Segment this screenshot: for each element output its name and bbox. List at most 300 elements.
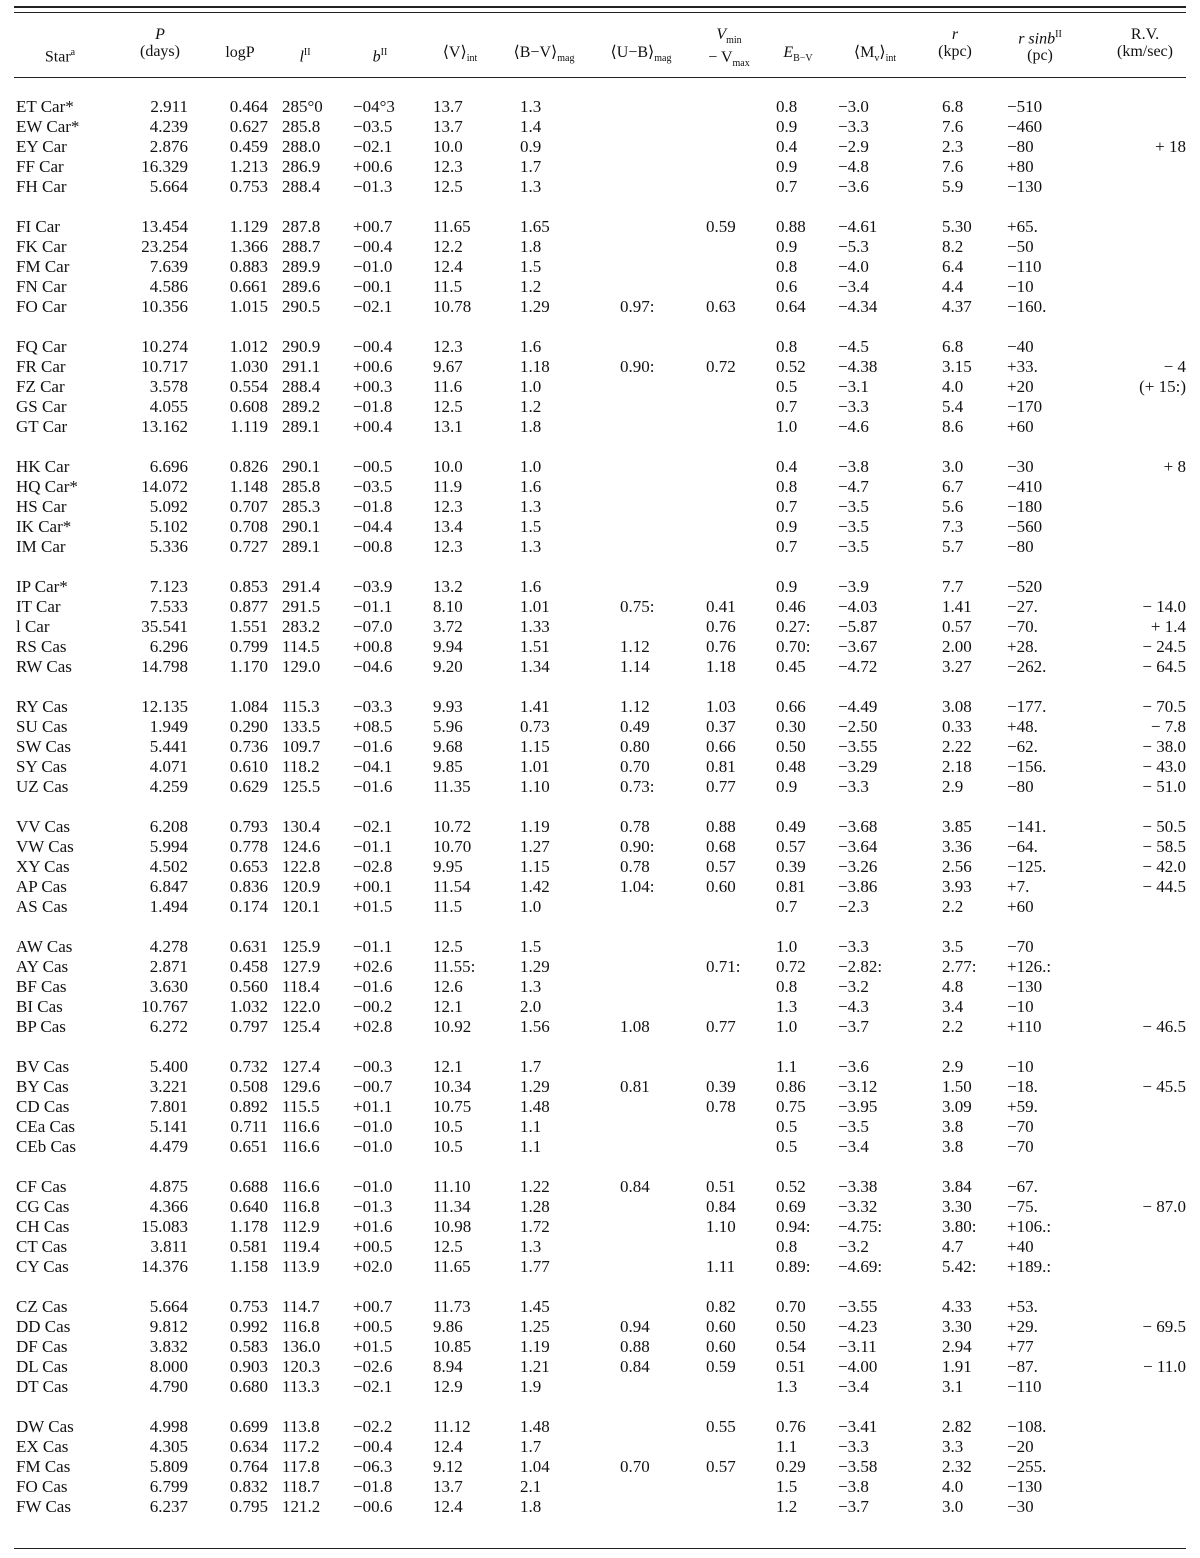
abs-magnitude: −3.5 [838,1117,869,1136]
color-excess: 0.88 [776,217,806,236]
abs-magnitude: −3.29 [838,757,878,776]
galactic-latitude: −01.6 [353,737,393,756]
distance-kpc: 3.08 [942,697,972,716]
log-period: 0.631 [229,937,268,956]
abs-magnitude: −3.32 [838,1197,878,1216]
b-v-color: 1.19 [520,817,550,836]
galactic-longitude: 288.4 [282,177,321,196]
star-name: AS Cas [16,897,68,916]
log-period: 1.551 [229,617,268,636]
table-row [0,397,1200,417]
color-excess: 0.39 [776,857,806,876]
log-period: 0.795 [229,1497,268,1516]
u-b-color: 0.70 [620,757,650,776]
table-row [0,657,1200,677]
amplitude: 0.76 [706,637,736,656]
z-height-pc: −18. [1007,1077,1038,1096]
period: 10.767 [141,997,188,1016]
table-row [0,997,1200,1017]
mean-v-mag: 11.9 [433,477,463,496]
galactic-longitude: 122.0 [282,997,321,1016]
galactic-longitude: 129.0 [282,657,321,676]
z-height-pc: −510 [1007,97,1043,116]
mean-v-mag: 9.93 [433,697,463,716]
b-v-color: 1.3 [520,497,542,516]
distance-kpc: 1.50 [942,1077,972,1096]
galactic-latitude: −01.6 [353,777,393,796]
mean-v-mag: 10.92 [433,1017,472,1036]
galactic-latitude: +02.8 [353,1017,393,1036]
mean-v-mag: 11.65 [433,217,471,236]
galactic-latitude: −02.8 [353,857,393,876]
abs-magnitude: −3.12 [838,1077,878,1096]
z-height-pc: −255. [1007,1457,1047,1476]
distance-kpc: 5.7 [942,537,964,556]
galactic-latitude: −02.1 [353,1377,393,1396]
distance-kpc: 6.8 [942,97,964,116]
row-group [0,1177,1200,1277]
mean-v-mag: 12.3 [433,157,463,176]
radial-velocity: − 11.0 [1143,1357,1186,1376]
color-excess: 1.1 [776,1437,798,1456]
galactic-latitude: −00.7 [353,1077,393,1096]
distance-kpc: 2.82 [942,1417,972,1436]
mean-v-mag: 9.67 [433,357,463,376]
mean-v-mag: 11.12 [433,1417,471,1436]
b-v-color: 1.48 [520,1417,550,1436]
period: 1.949 [149,717,188,736]
radial-velocity: + 18 [1155,137,1186,156]
star-name: FR Car [16,357,66,376]
log-period: 0.903 [229,1357,268,1376]
amplitude: 0.81 [706,757,736,776]
b-v-color: 1.41 [520,697,550,716]
star-name: VW Cas [16,837,74,856]
abs-magnitude: −3.8 [838,1477,869,1496]
galactic-latitude: +00.4 [353,417,393,436]
amplitude: 0.55 [706,1417,736,1436]
log-period: 0.610 [229,757,268,776]
amplitude: 0.39 [706,1077,736,1096]
galactic-longitude: 121.2 [282,1497,321,1516]
log-period: 0.688 [229,1177,268,1196]
distance-kpc: 2.9 [942,1057,964,1076]
b-v-color: 1.15 [520,737,550,756]
mean-v-mag: 13.7 [433,117,463,136]
mean-v-mag: 12.5 [433,1237,463,1256]
galactic-longitude: 113.8 [282,1417,320,1436]
galactic-latitude: +01.6 [353,1217,393,1236]
galactic-longitude: 130.4 [282,817,321,836]
table-row [0,697,1200,717]
abs-magnitude: −2.9 [838,137,869,156]
z-height-pc: −10 [1007,1057,1034,1076]
z-height-pc: +48. [1007,717,1038,736]
log-period: 0.826 [229,457,268,476]
mean-v-mag: 11.10 [433,1177,471,1196]
mean-v-mag: 8.94 [433,1357,463,1376]
b-v-color: 1.29 [520,957,550,976]
radial-velocity: − 69.5 [1142,1317,1186,1336]
table-row [0,337,1200,357]
z-height-pc: −87. [1007,1357,1038,1376]
log-period: 0.653 [229,857,268,876]
abs-magnitude: −4.5 [838,337,869,356]
color-excess: 0.50 [776,1317,806,1336]
abs-magnitude: −4.8 [838,157,869,176]
abs-magnitude: −4.0 [838,257,869,276]
log-period: 1.213 [229,157,268,176]
z-height-pc: −40 [1007,337,1034,356]
table-row [0,1077,1200,1097]
z-height-pc: +126.: [1007,957,1052,976]
color-excess: 0.52 [776,1177,806,1196]
b-v-color: 1.5 [520,257,542,276]
radial-velocity: − 46.5 [1142,1017,1186,1036]
star-name: EW Car* [16,117,80,136]
b-v-color: 1.77 [520,1257,550,1276]
galactic-latitude: −01.8 [353,1477,393,1496]
star-name: CEa Cas [16,1117,76,1136]
u-b-color: 0.88 [620,1337,650,1356]
log-period: 1.158 [229,1257,268,1276]
star-name: CF Cas [16,1177,67,1196]
color-excess: 1.0 [776,937,798,956]
mean-v-mag: 9.86 [433,1317,463,1336]
color-excess: 1.3 [776,1377,798,1396]
mean-v-mag: 12.5 [433,397,463,416]
distance-kpc: 4.0 [942,1477,964,1496]
table-row [0,457,1200,477]
radial-velocity: − 24.5 [1142,637,1186,656]
galactic-latitude: −03.5 [353,477,393,496]
distance-kpc: 3.80: [942,1217,977,1236]
header-rule [14,77,1186,78]
log-period: 0.736 [229,737,268,756]
star-name: FN Car [16,277,67,296]
abs-magnitude: −3.6 [838,1057,869,1076]
log-period: 0.727 [229,537,268,556]
b-v-color: 1.15 [520,857,550,876]
period: 13.454 [141,217,188,236]
period: 3.221 [149,1077,188,1096]
distance-kpc: 7.6 [942,157,964,176]
galactic-longitude: 117.8 [282,1457,320,1476]
galactic-longitude: 291.1 [282,357,321,376]
galactic-latitude: −01.3 [353,177,393,196]
mean-v-mag: 12.5 [433,177,463,196]
color-excess: 0.94: [776,1217,811,1236]
galactic-longitude: 290.1 [282,457,321,476]
abs-magnitude: −3.2 [838,977,869,996]
galactic-latitude: −06.3 [353,1457,393,1476]
table-row [0,777,1200,797]
star-name: AY Cas [16,957,69,976]
log-period: 0.458 [229,957,268,976]
abs-magnitude: −4.7 [838,477,869,496]
header-E: $E_{B-V}$ [783,44,813,65]
star-name: RW Cas [16,657,72,676]
galactic-longitude: 114.7 [282,1297,320,1316]
galactic-longitude: 289.2 [282,397,321,416]
star-name: HS Car [16,497,67,516]
distance-kpc: 6.4 [942,257,964,276]
period: 10.717 [141,357,188,376]
period: 3.832 [149,1337,188,1356]
galactic-longitude: 288.7 [282,237,321,256]
z-height-pc: −180 [1007,497,1043,516]
b-v-color: 1.33 [520,617,550,636]
galactic-latitude: +00.5 [353,1237,393,1256]
z-height-pc: −262. [1007,657,1047,676]
z-height-pc: −80 [1007,777,1034,796]
color-excess: 0.70: [776,637,811,656]
u-b-color: 0.90: [620,357,655,376]
galactic-longitude: 133.5 [282,717,321,736]
abs-magnitude: −3.8 [838,457,869,476]
z-height-pc: −130 [1007,177,1043,196]
header-RV: R.V. (km/sec) [1117,26,1173,60]
mean-v-mag: 10.70 [433,837,472,856]
radial-velocity: + 1.4 [1150,617,1186,636]
star-name: IM Car [16,537,66,556]
b-v-color: 1.0 [520,377,542,396]
abs-magnitude: −3.38 [838,1177,878,1196]
distance-kpc: 4.0 [942,377,964,396]
distance-kpc: 5.9 [942,177,964,196]
log-period: 0.508 [229,1077,268,1096]
mean-v-mag: 11.34 [433,1197,471,1216]
mean-v-mag: 8.10 [433,597,463,616]
period: 6.272 [149,1017,188,1036]
galactic-latitude: +00.6 [353,357,393,376]
abs-magnitude: −3.3 [838,1437,869,1456]
u-b-color: 1.12 [620,697,650,716]
z-height-pc: +189.: [1007,1257,1052,1276]
distance-kpc: 3.36 [942,837,972,856]
mean-v-mag: 12.5 [433,937,463,956]
amplitude: 0.72 [706,357,736,376]
abs-magnitude: −3.5 [838,537,869,556]
color-excess: 0.9 [776,577,798,596]
z-height-pc: −75. [1007,1197,1038,1216]
b-v-color: 1.56 [520,1017,550,1036]
abs-magnitude: −3.1 [838,377,869,396]
star-name: SU Cas [16,717,68,736]
table-row [0,857,1200,877]
z-height-pc: +29. [1007,1317,1038,1336]
header-logP: logP [225,44,255,61]
table-row [0,257,1200,277]
u-b-color: 1.14 [620,657,650,676]
abs-magnitude: −4.3 [838,997,869,1016]
amplitude: 0.77 [706,777,736,796]
z-height-pc: +33. [1007,357,1038,376]
galactic-longitude: 109.7 [282,737,321,756]
u-b-color: 0.94 [620,1317,650,1336]
mean-v-mag: 11.5 [433,897,463,916]
table-row [0,1117,1200,1137]
galactic-longitude: 285.8 [282,477,321,496]
z-height-pc: −70 [1007,937,1034,956]
log-period: 0.554 [229,377,268,396]
table-row [0,537,1200,557]
b-v-color: 1.21 [520,1357,550,1376]
galactic-latitude: −01.0 [353,1177,393,1196]
table-row [0,1057,1200,1077]
period: 7.123 [149,577,188,596]
table-row [0,177,1200,197]
abs-magnitude: −3.55 [838,1297,878,1316]
star-name: DD Cas [16,1317,71,1336]
radial-velocity: + 8 [1163,457,1186,476]
star-name: DT Cas [16,1377,69,1396]
period: 13.162 [141,417,188,436]
color-excess: 0.57 [776,837,806,856]
abs-magnitude: −3.95 [838,1097,878,1116]
abs-magnitude: −3.3 [838,397,869,416]
galactic-longitude: 285.3 [282,497,321,516]
mean-v-mag: 10.72 [433,817,472,836]
b-v-color: 1.01 [520,757,550,776]
mean-v-mag: 13.2 [433,577,463,596]
z-height-pc: +60 [1007,417,1034,436]
star-name: IP Car* [16,577,68,596]
galactic-longitude: 127.9 [282,957,321,976]
period: 6.799 [149,1477,188,1496]
z-height-pc: −20 [1007,1437,1034,1456]
table-row [0,877,1200,897]
color-excess: 0.89: [776,1257,811,1276]
abs-magnitude: −3.67 [838,637,878,656]
galactic-latitude: −01.0 [353,1137,393,1156]
log-period: 0.583 [229,1337,268,1356]
abs-magnitude: −3.4 [838,277,869,296]
abs-magnitude: −3.2 [838,1237,869,1256]
galactic-longitude: 289.1 [282,537,321,556]
b-v-color: 1.72 [520,1217,550,1236]
mean-v-mag: 12.3 [433,337,463,356]
period: 9.812 [149,1317,188,1336]
mean-v-mag: 11.73 [433,1297,471,1316]
b-v-color: 2.0 [520,997,542,1016]
log-period: 1.012 [229,337,268,356]
star-name: UZ Cas [16,777,69,796]
mean-v-mag: 13.4 [433,517,463,536]
mean-v-mag: 12.4 [433,1437,463,1456]
row-group [0,337,1200,437]
color-excess: 1.0 [776,417,798,436]
galactic-longitude: 116.6 [282,1177,320,1196]
radial-velocity: − 43.0 [1142,757,1186,776]
galactic-longitude: 286.9 [282,157,321,176]
mean-v-mag: 12.2 [433,237,463,256]
z-height-pc: −125. [1007,857,1047,876]
u-b-color: 0.84 [620,1357,650,1376]
galactic-latitude: +08.5 [353,717,393,736]
log-period: 0.853 [229,577,268,596]
b-v-color: 1.7 [520,1057,542,1076]
galactic-latitude: −01.0 [353,257,393,276]
star-name: BP Cas [16,1017,66,1036]
period: 7.801 [149,1097,188,1116]
mean-v-mag: 12.3 [433,537,463,556]
row-group [0,1057,1200,1157]
color-excess: 0.9 [776,117,798,136]
galactic-longitude: 119.4 [282,1237,320,1256]
star-name: FO Cas [16,1477,68,1496]
log-period: 1.015 [229,297,268,316]
star-name: FI Car [16,217,60,236]
u-b-color: 0.70 [620,1457,650,1476]
amplitude: 0.59 [706,1357,736,1376]
mean-v-mag: 12.4 [433,1497,463,1516]
star-name: FM Car [16,257,70,276]
log-period: 0.640 [229,1197,268,1216]
b-v-color: 1.5 [520,937,542,956]
table-row [0,817,1200,837]
galactic-latitude: −01.1 [353,597,393,616]
galactic-latitude: −00.3 [353,1057,393,1076]
distance-kpc: 2.9 [942,777,964,796]
distance-kpc: 2.56 [942,857,972,876]
log-period: 0.608 [229,397,268,416]
galactic-longitude: 112.9 [282,1217,320,1236]
color-excess: 0.50 [776,737,806,756]
amplitude: 0.60 [706,1317,736,1336]
distance-kpc: 5.42: [942,1257,977,1276]
mean-v-mag: 9.68 [433,737,463,756]
star-name: HQ Car* [16,477,78,496]
abs-magnitude: −3.3 [838,777,869,796]
period: 3.578 [149,377,188,396]
distance-kpc: 2.18 [942,757,972,776]
row-group [0,1417,1200,1517]
color-excess: 0.8 [776,1237,798,1256]
abs-magnitude: −3.86 [838,877,878,896]
z-height-pc: −67. [1007,1177,1038,1196]
period: 14.072 [141,477,188,496]
header-V: $⟨V⟩_{int}$ [442,44,478,65]
period: 5.664 [149,177,188,196]
amplitude: 0.68 [706,837,736,856]
header-UB: $⟨U-B⟩_{mag}$ [610,44,672,65]
b-v-color: 1.27 [520,837,550,856]
b-v-color: 1.2 [520,277,542,296]
log-period: 0.459 [229,137,268,156]
u-b-color: 1.12 [620,637,650,656]
galactic-latitude: −01.0 [353,1117,393,1136]
mean-v-mag: 11.35 [433,777,471,796]
color-excess: 0.8 [776,477,798,496]
log-period: 0.651 [229,1137,268,1156]
period: 4.998 [149,1417,188,1436]
distance-kpc: 0.57 [942,617,972,636]
distance-kpc: 3.1 [942,1377,964,1396]
abs-magnitude: −3.11 [838,1337,877,1356]
galactic-latitude: +00.7 [353,217,393,236]
period: 4.586 [149,277,188,296]
z-height-pc: −50 [1007,237,1034,256]
abs-magnitude: −3.9 [838,577,869,596]
galactic-latitude: −00.4 [353,237,393,256]
z-height-pc: −108. [1007,1417,1047,1436]
abs-magnitude: −3.68 [838,817,878,836]
amplitude: 0.57 [706,1457,736,1476]
galactic-latitude: +00.5 [353,1317,393,1336]
table-row [0,277,1200,297]
amplitude: 0.71: [706,957,741,976]
